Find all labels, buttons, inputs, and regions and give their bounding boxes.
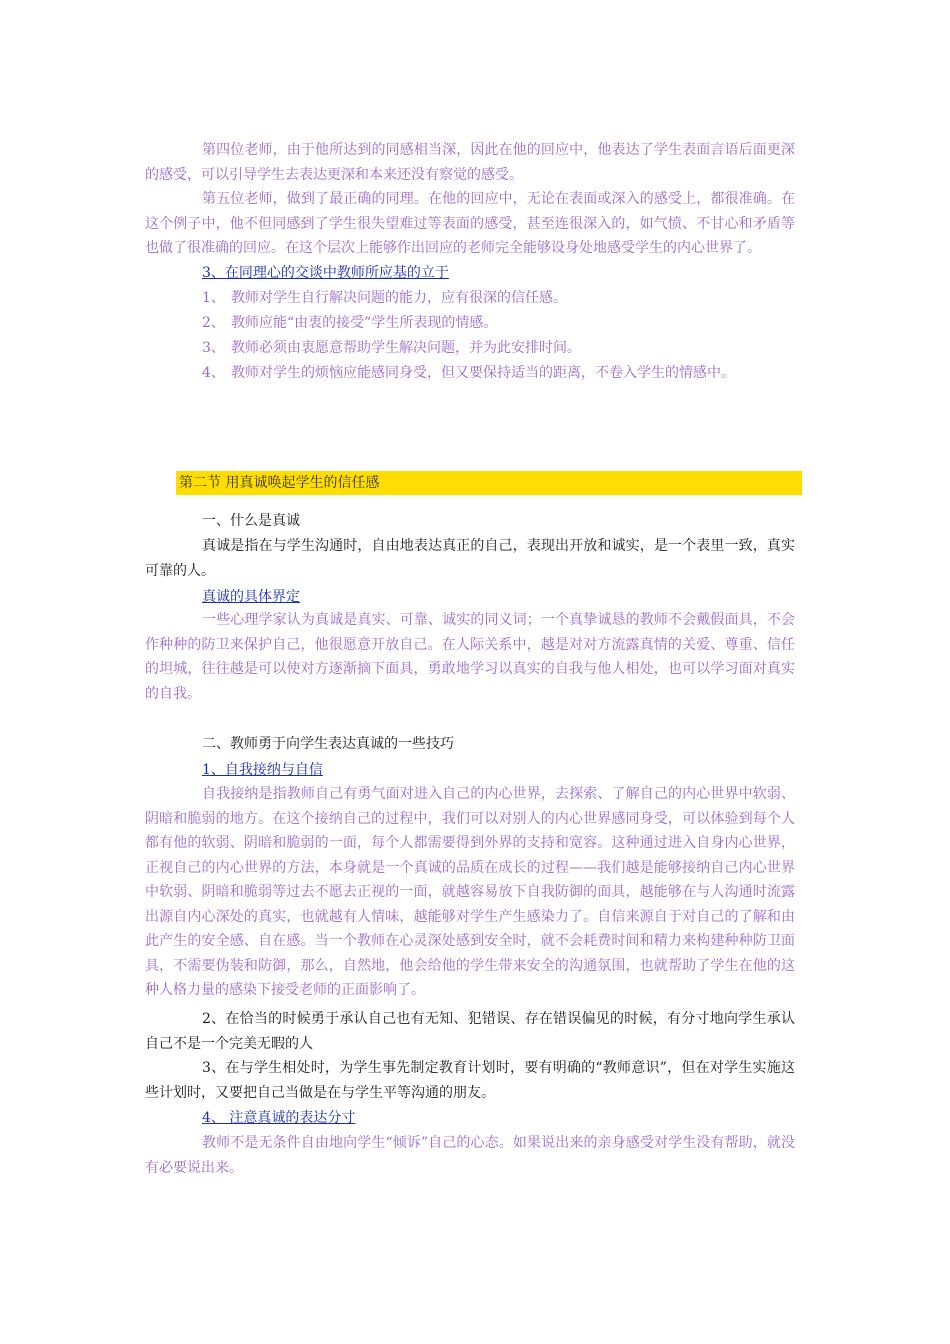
list-item: 3、 教师必须由衷愿意帮助学生解决问题，并为此安排时间。 xyxy=(202,340,581,356)
heading-techniques: 二、教师勇于向学生表达真诚的一些技巧 xyxy=(202,736,454,752)
list-item: 4、 教师对学生的烦恼应能感同身受，但又要保持适当的距离，不卷入学生的情感中。 xyxy=(202,365,735,381)
section-title-band: 第二节 用真诚唤起学生的信任感 xyxy=(176,471,802,495)
paragraph-fourth-teacher: 第四位老师，由于他所达到的同感相当深，因此在他的回应中，他表达了学生表面言语后面更深的感受，可以引导学生去表达更深和本来还没有察觉的感受。 xyxy=(145,142,795,183)
paragraph-teacher-awareness: 3、在与学生相处时，为学生事先制定教育计划时，要有明确的“教师意识”，但在对学生实施这些计划时，又要把自己当做是在与学生平等沟通的朋友。 xyxy=(145,1060,795,1101)
paragraph-sincerity-definition: 真诚是指在与学生沟通时，自由地表达真正的自己，表现出开放和诚实，是一个表里一致，真实可靠的人。 xyxy=(145,538,795,579)
subheading-empathy-foundation[interactable]: 3、在同理心的交谈中教师所应基的立于 xyxy=(202,265,449,281)
subheading-expression-measure[interactable]: 4、 注意真诚的表达分寸 xyxy=(202,1110,356,1126)
paragraph-expression-measure: 教师不是无条件自由地向学生“倾诉”自己的心态。如果说出来的亲身感受对学生没有帮助，就没有必要说出来。 xyxy=(145,1135,795,1176)
subheading-self-acceptance[interactable]: 1、自我接纳与自信 xyxy=(202,762,323,778)
paragraph-psychologists-view: 一些心理学家认为真诚是真实、可靠、诚实的同义词；一个真挚诚恳的教师不会戴假面具，不会作种种的防卫来保护自己，他很愿意开放自己。在人际关系中，越是对对方流露真情的关爱、尊重、信任的坦城，往往越是可以使对方逐渐摘下面具，勇敢地学习以真实的自我与他人相处，也可以学习面对真实的自我。 xyxy=(145,612,795,702)
paragraph-fifth-teacher: 第五位老师，做到了最正确的同理。在他的回应中，无论在表面或深入的感受上，都很准确。在这个例子中，他不但同感到了学生很失望难过等表面的感受，甚至连很深入的，如气愤、不甘心和矛盾等也做了很准确的回应。在这个层次上能够作出回应的老师完全能够设身处地感受学生的内心世界了。 xyxy=(145,191,795,256)
paragraph-self-acceptance: 自我接纳是指教师自己有勇气面对进入自己的内心世界，去探索、了解自己的内心世界中软弱、阴暗和脆弱的地方。在这个接纳自己的过程中，我们可以对别人的内心世界感同身受，可以体验到每个人都有他的软弱、阴暗和脆弱的一面，每个人都需要得到外界的支持和宽容。这种通过进入自身内心世界，正视自己的内心世界的方法，本身就是一个真诚的品质在成长的过程——我们越是能够接纳自己内心世界中软弱、阴暗和脆弱等过去不愿去正视的一面，就越容易放下自我防御的面具，越能够在与人沟通时流露出源自内心深处的真实，也就越有人情味，越能够对学生产生感染力了。自信来源自于对自己的了解和由此产生的安全感、自在感。当一个教师在心灵深处感到安全时，就不会耗费时间和精力来构建种种防卫面具，不需要伪装和防御，那么，自然地，他会给他的学生带来安全的沟通氛围，也就帮助了学生在他的这种人格力量的感染下接受老师的正面影响了。 xyxy=(145,786,795,998)
heading-what-is-sincerity: 一、什么是真诚 xyxy=(202,513,300,529)
list-item: 1、 教师对学生自行解决问题的能力，应有很深的信任感。 xyxy=(202,290,567,306)
paragraph-admit-mistakes: 2、在恰当的时候勇于承认自己也有无知、犯错误、存在错误偏见的时候，有分寸地向学生承认自己不是一个完美无暇的人 xyxy=(145,1011,795,1052)
subheading-sincerity-concrete[interactable]: 真诚的具体界定 xyxy=(202,589,300,605)
list-item: 2、 教师应能“由衷的接受”学生所表现的情感。 xyxy=(202,315,498,331)
